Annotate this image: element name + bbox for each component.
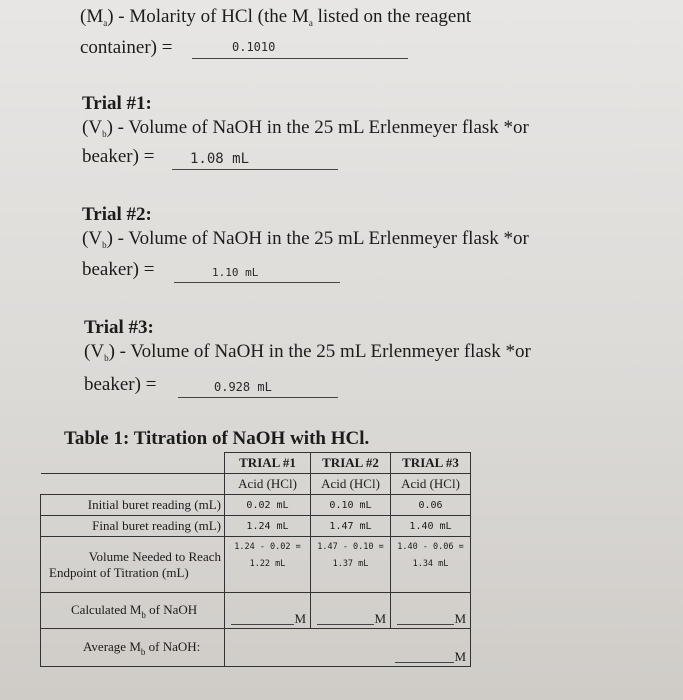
unit-m-avg: M — [454, 649, 466, 664]
molarity-answer-line — [192, 58, 408, 59]
subheader-trial-3: Acid (HCl) — [391, 474, 471, 495]
table-corner-2 — [41, 474, 225, 495]
trial-1-answer-line — [172, 169, 338, 170]
trial-1-label-line1: $(V_b)$ - Volume of NaOH in the 25 mL Erlenmeyer flask *or — [82, 117, 529, 139]
molarity-label-line2: container) = — [80, 37, 173, 58]
row-label-final: Final buret reading (mL) — [41, 516, 225, 537]
trial-1-heading: Trial #1: — [82, 93, 152, 114]
initial-trial-2: 0.10 mL — [311, 495, 391, 516]
trial-1-value: 1.08 mL — [190, 151, 250, 167]
volume-result-trial-2: 1.37 mL — [332, 559, 369, 569]
trial-2-heading: Trial #2: — [82, 204, 152, 225]
molarity-value: 0.1010 — [232, 40, 276, 54]
table-row-initial — [41, 495, 471, 516]
molarity-label-line1: $(M_a)$ - Molarity of HCl (the $M_a$ listed on the reagent — [80, 6, 472, 28]
trial-2-label-line1: $(V_b)$ - Volume of NaOH in the 25 mL Erlenmeyer flask *or — [82, 228, 529, 250]
volume-work-trial-2: 1.47 - 0.10 = — [317, 542, 384, 552]
initial-trial-3: 0.06 — [391, 495, 471, 516]
table-row-calculated — [41, 593, 471, 629]
row-label-volume — [41, 537, 225, 593]
volume-work-trial-3: 1.40 - 0.06 = — [397, 542, 464, 552]
header-trial-3: TRIAL #3 — [391, 453, 471, 474]
header-trial-1: TRIAL #1 — [225, 453, 311, 474]
trial-3-label-line2: beaker) = — [84, 374, 157, 395]
header-trial-2: TRIAL #2 — [311, 453, 391, 474]
table-header-row — [41, 453, 471, 474]
volume-work-trial-1: 1.24 - 0.02 = — [234, 542, 301, 552]
table-row-final — [41, 516, 471, 537]
average-value — [225, 629, 471, 667]
table-row-volume — [41, 537, 471, 593]
volume-label-line2: Endpoint of Titration (mL) — [49, 564, 189, 580]
trial-2-label-line2: beaker) = — [82, 259, 155, 280]
trial-1-label-line2: beaker) = — [82, 146, 155, 167]
trial-3-value: 0.928 mL — [214, 380, 272, 394]
row-label-average: Average $M_b$ of NaOH: — [41, 629, 225, 667]
subheader-trial-1: Acid (HCl) — [225, 474, 311, 495]
unit-m-2: M — [374, 611, 386, 626]
volume-result-trial-1: 1.22 mL — [249, 559, 286, 569]
calculated-trial-3 — [391, 593, 471, 629]
final-trial-2: 1.47 mL — [311, 516, 391, 537]
calculated-trial-1 — [225, 593, 311, 629]
table-subheader-row — [41, 474, 471, 495]
subheader-trial-2: Acid (HCl) — [311, 474, 391, 495]
final-trial-3: 1.40 mL — [391, 516, 471, 537]
trial-3-answer-line — [178, 397, 338, 398]
trial-2-value: 1.10 mL — [212, 266, 259, 279]
titration-table — [40, 452, 471, 667]
unit-m-3: M — [454, 611, 466, 626]
table-title: Table 1: Titration of NaOH with HCl. — [64, 428, 370, 449]
unit-m-1: M — [294, 611, 306, 626]
volume-label-line1: Volume Needed to Reach — [88, 548, 221, 564]
volume-trial-2 — [311, 537, 391, 593]
volume-trial-3 — [391, 537, 471, 593]
initial-trial-1: 0.02 mL — [225, 495, 311, 516]
table-row-average — [41, 629, 471, 667]
volume-trial-1 — [225, 537, 311, 593]
row-label-initial: Initial buret reading (mL) — [41, 495, 225, 516]
volume-result-trial-3: 1.34 mL — [412, 559, 449, 569]
table-corner — [41, 453, 225, 474]
final-trial-1: 1.24 mL — [225, 516, 311, 537]
trial-2-answer-line — [174, 282, 340, 283]
row-label-calculated: Calculated $M_b$ of NaOH — [41, 593, 225, 629]
calculated-trial-2 — [311, 593, 391, 629]
trial-3-heading: Trial #3: — [84, 317, 154, 338]
trial-3-label-line1: $(V_b)$ - Volume of NaOH in the 25 mL Erlenmeyer flask *or — [84, 341, 531, 363]
